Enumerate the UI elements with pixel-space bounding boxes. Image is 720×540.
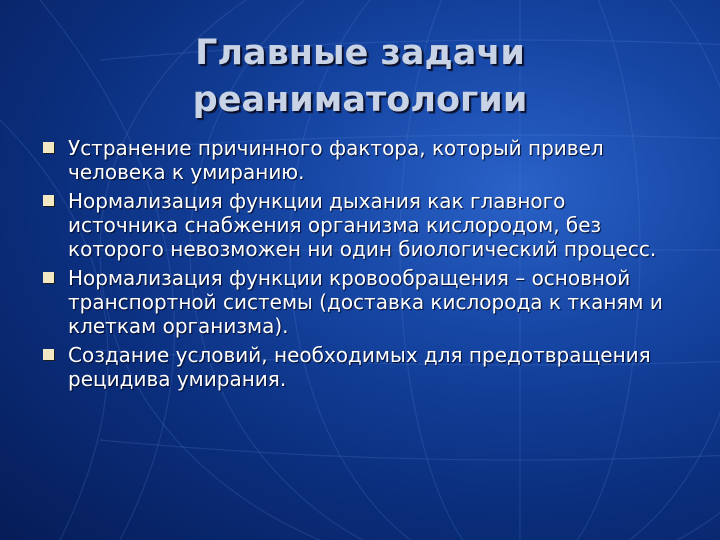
bullet-item	[40, 266, 680, 338]
bullet-text: Создание условий, необходимых для предотвращения рецидива умирания.	[68, 343, 651, 391]
slide-title	[0, 30, 720, 124]
bullet-text: Нормализация функции дыхания как главного источника снабжения организма кислородом, без которого невозможен ни один биологический процесс.	[68, 189, 657, 261]
bullet-item	[40, 136, 680, 184]
bullet-text: Нормализация функции кровообращения – основной транспортной системы (доставка кислорода к тканям и клеткам организма).	[68, 266, 663, 338]
bullet-list	[40, 136, 680, 396]
bullet-item	[40, 189, 680, 261]
square-bullet-icon	[43, 349, 54, 360]
title-line-2: реаниматологии	[192, 80, 528, 120]
square-bullet-icon	[43, 272, 54, 283]
bullet-item	[40, 343, 680, 391]
title-line-1: Главные задачи	[195, 33, 525, 73]
square-bullet-icon	[43, 142, 54, 153]
square-bullet-icon	[43, 195, 54, 206]
bullet-text: Устранение причинного фактора, который привел человека к умиранию.	[68, 136, 604, 184]
